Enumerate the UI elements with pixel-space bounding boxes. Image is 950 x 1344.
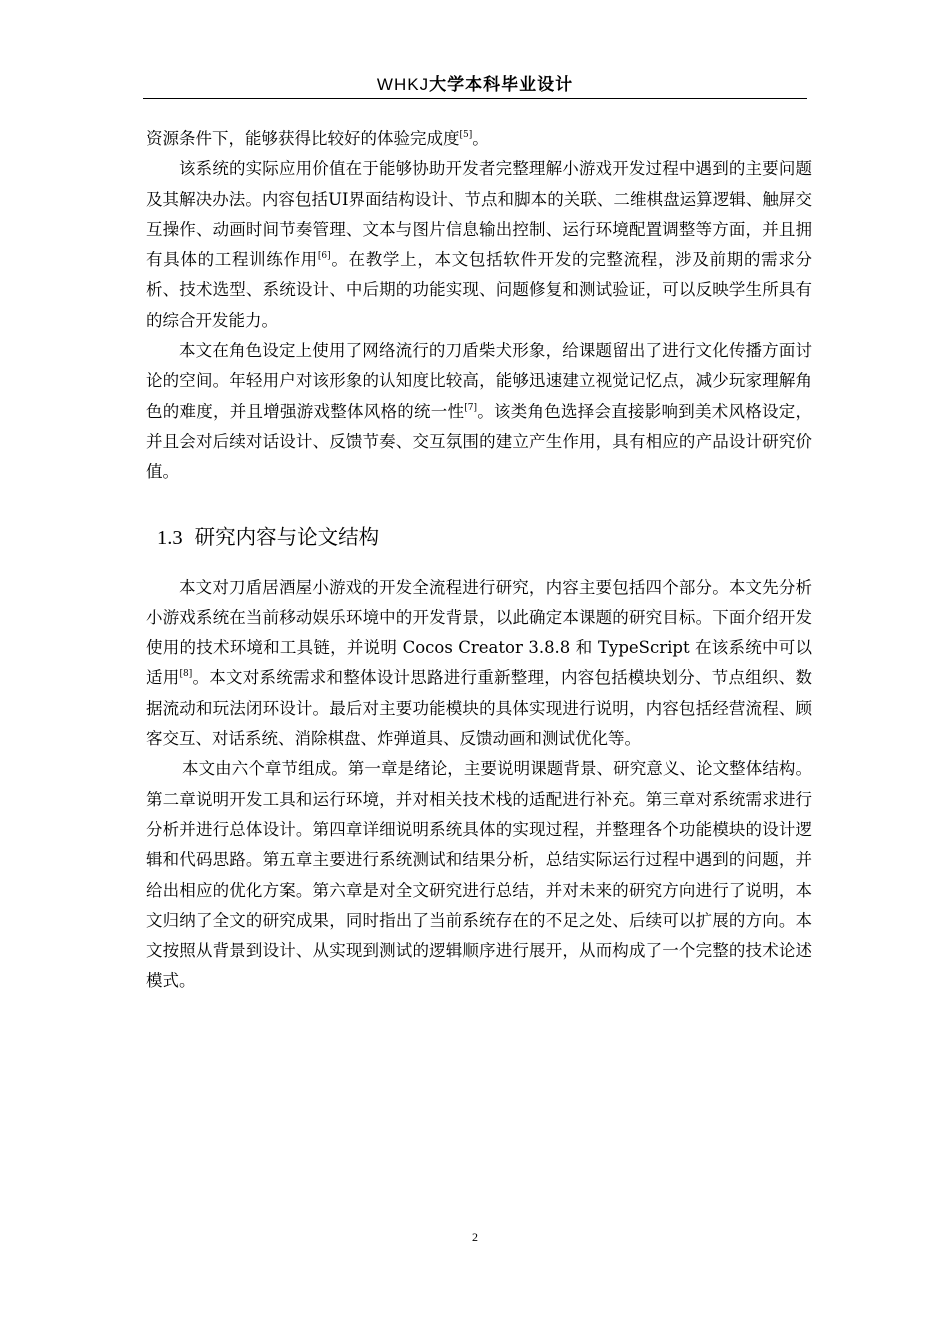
- citation-ref: [8]: [179, 669, 193, 680]
- page-header: [143, 70, 807, 95]
- paragraph-text: 该系统的实际应用价值在于能够协助开发者完整理解小游戏开发过程中遇到的主要问题及其解决办法。内容包括UI界面结构设计、节点和脚本的关联、二维棋盘运算逻辑、触屏交互操作、动画时间节奏管理、文本与图片信息输出控制、运行环境配置调整等方面，并且拥有具体的工程训练作用: [146, 159, 812, 270]
- paragraph-text: 资源条件下，能够获得比较好的体验完成度: [146, 129, 460, 148]
- section-title: 研究内容与论文结构: [194, 524, 380, 549]
- paragraph-application-value: [146, 154, 812, 336]
- paragraph-character-design: [146, 336, 812, 487]
- paragraph-research-content: [146, 573, 812, 755]
- paragraph-thesis-structure: [146, 754, 812, 996]
- header-title: 大学本科毕业设计: [429, 75, 574, 95]
- citation-ref: [5]: [459, 130, 473, 140]
- paragraph-text: 。本文对系统需求和整体设计思路进行重新整理，内容包括模块划分、节点组织、数据流动和玩法闭环设计。最后对主要功能模块的具体实现进行说明，内容包括经营流程、顾客交互、对话系统、消除棋盘、炸弹道具、反馈动画和测试优化等。: [146, 668, 812, 749]
- paragraph-text: 本文在角色设定上使用了网络流行的刀盾柴犬形象，给课题留出了进行文化传播方面讨论的空间。年轻用户对该形象的认知度比较高，能够迅速建立视觉记忆点，减少玩家理解角色的难度，并且增强游戏整体风格的统一性: [146, 341, 812, 421]
- paragraph-text: 。: [472, 129, 489, 148]
- paragraph-text: 。该类角色选择会直接影响到美术风格设定，并且会对后续对话设计、反馈节奏、交互氛围的建立产生作用，具有相应的产品设计研究价值。: [146, 401, 812, 482]
- section-number: 1.3: [157, 526, 183, 549]
- header-rule: [143, 98, 807, 99]
- page-body: [146, 124, 812, 997]
- paragraph-text: 本文对刀盾居酒屋小游戏的开发全流程进行研究，内容主要包括四个部分。本文先分析小游戏系统在当前移动娱乐环境中的开发背景，以此确定本课题的研究目标。下面介绍开发使用的技术环境和工具链，并说明 Cocos Creator 3.8.8 和 TypeScript 在该系统中可以适用: [146, 577, 812, 688]
- citation-ref: [6]: [317, 251, 331, 262]
- citation-ref: [7]: [464, 402, 477, 413]
- section-heading: [157, 522, 812, 553]
- paragraph-continuation: [146, 124, 812, 154]
- header-school: WHKJ: [376, 75, 430, 94]
- page-number: 2: [472, 1230, 478, 1244]
- paragraph-text: 。在教学上，本文包括软件开发的完整流程，涉及前期的需求分析、技术选型、系统设计、中后期的功能实现、问题修复和测试验证，可以反映学生所具有的综合开发能力。: [146, 250, 813, 330]
- paragraph-text: 本文由六个章节组成。第一章是绪论，主要说明课题背景、研究意义、论文整体结构。第二章说明开发工具和运行环境，并对相关技术栈的适配进行补充。第三章对系统需求进行分析并进行总体设计。第四章详细说明系统具体的实现过程，并整理各个功能模块的设计逻辑和代码思路。第五章主要进行系统测试和结果分析，总结实际运行过程中遇到的问题，并给出相应的优化方案。第六章是对全文研究进行总结，并对未来的研究方向进行了说明，本文归纳了全文的研究成果，同时指出了当前系统存在的不足之处、后续可以扩展的方向。本文按照从背景到设计、从实现到测试的逻辑顺序进行展开，从而构成了一个完整的技术论述模式。: [146, 759, 812, 991]
